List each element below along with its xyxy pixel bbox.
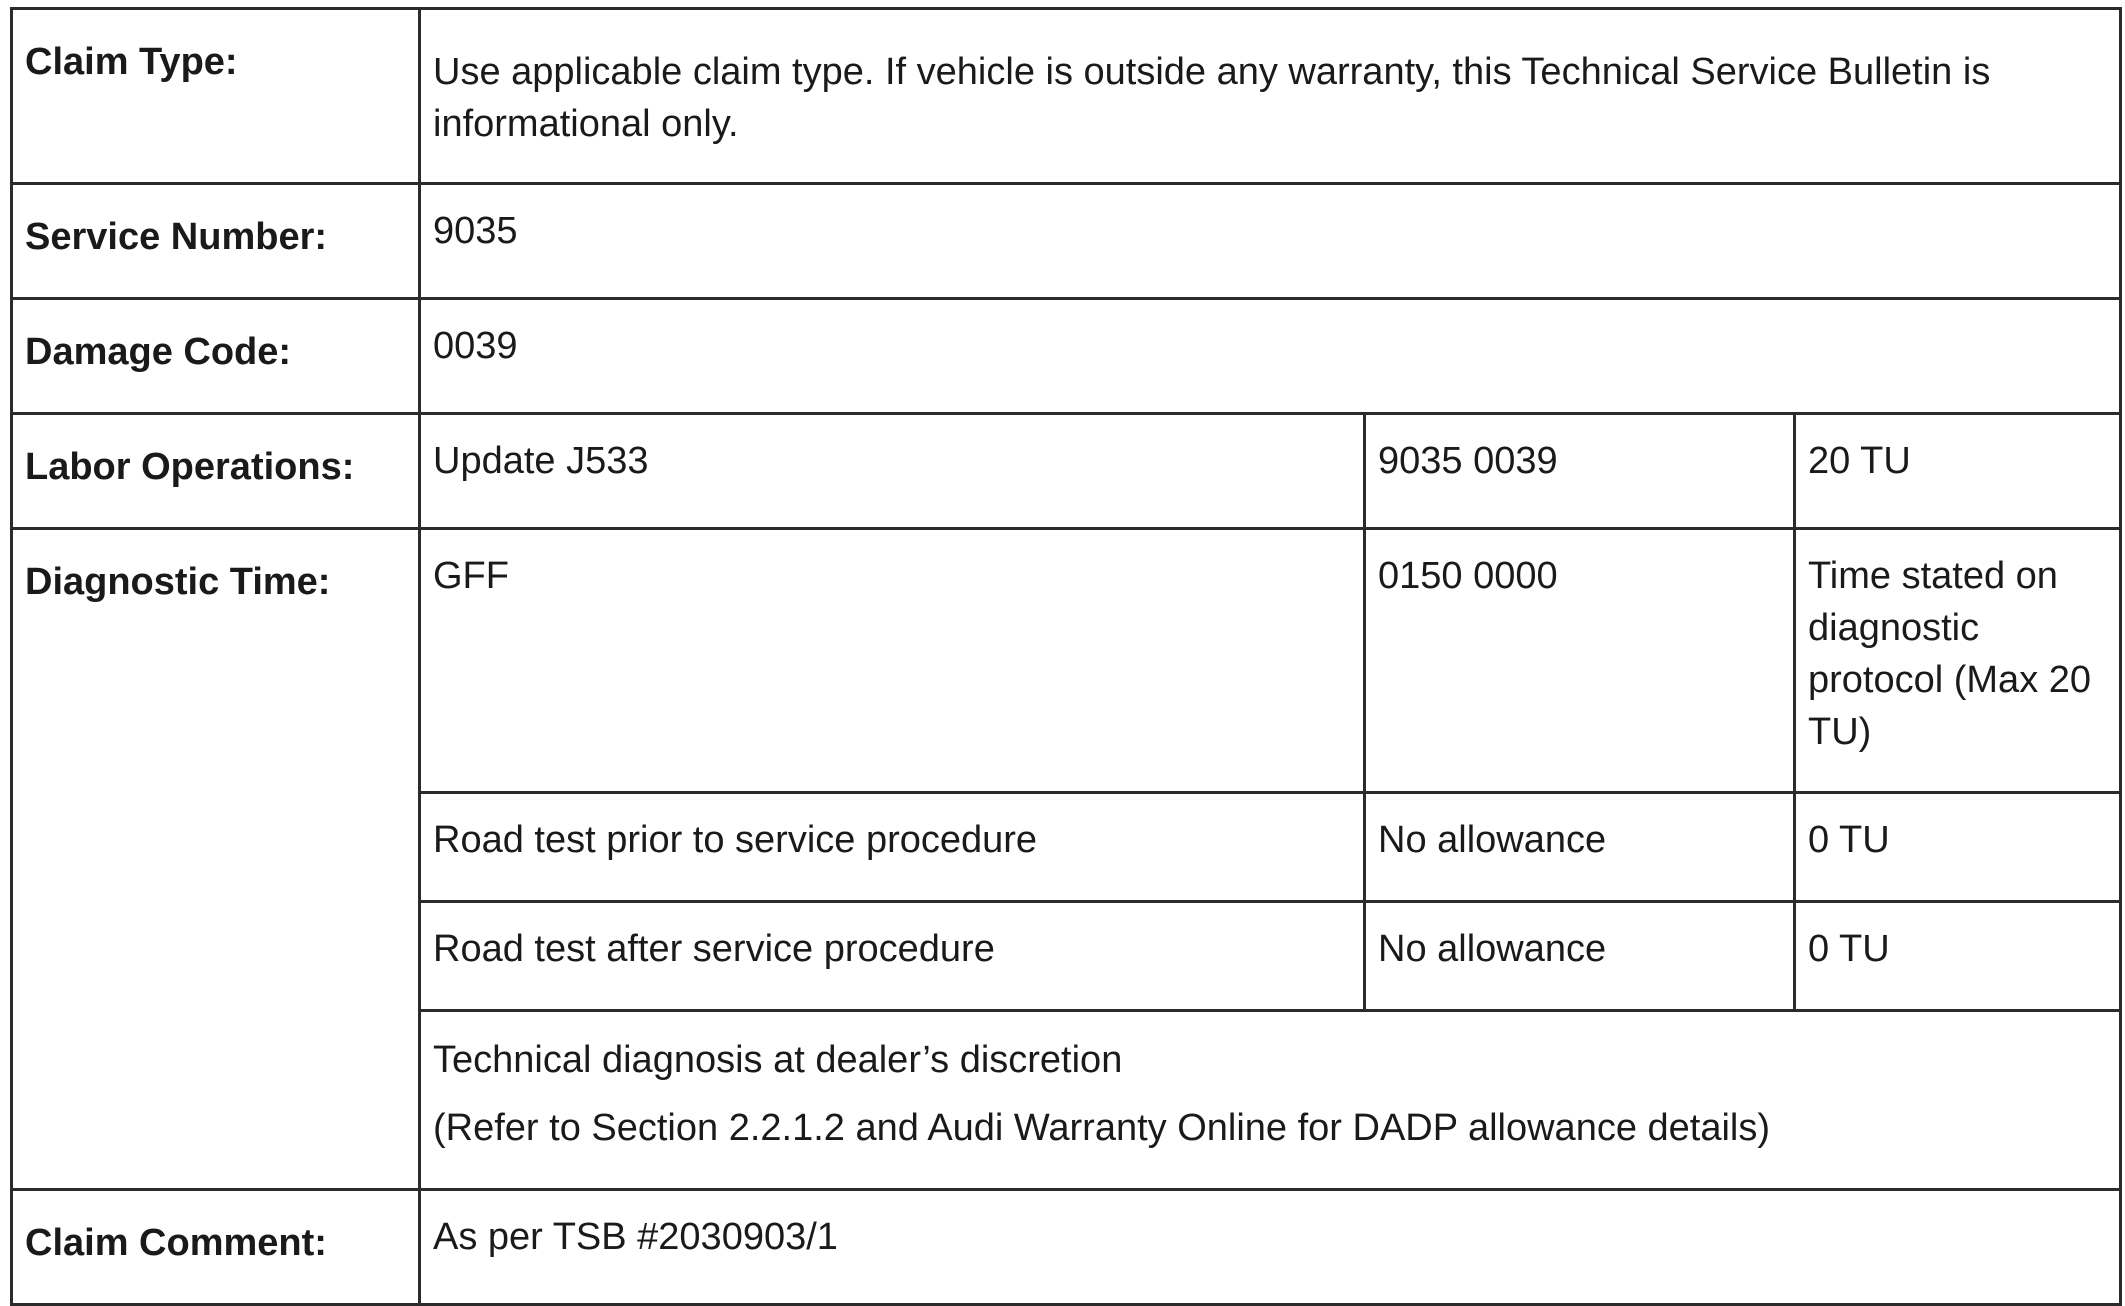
diagnostic-time-row (12, 529, 2121, 793)
warranty-claim-table (10, 7, 2122, 1306)
claim-comment-label: Claim Comment: (12, 1190, 420, 1305)
diagnostic-item-time: 0 TU (1795, 902, 2121, 1011)
labor-operation-description: Update J533 (420, 414, 1365, 529)
diagnostic-item-code: 0150 0000 (1365, 529, 1795, 793)
diagnostic-item-description: Road test prior to service procedure (420, 793, 1365, 902)
claim-type-value: Use applicable claim type. If vehicle is outside any warranty, this Technical Service Bulletin is informational only. (420, 9, 2121, 184)
diagnostic-time-label: Diagnostic Time: (12, 529, 420, 1190)
service-number-value: 9035 (420, 184, 2121, 299)
labor-operation-time: 20 TU (1795, 414, 2121, 529)
damage-code-label: Damage Code: (12, 299, 420, 414)
labor-operations-label: Labor Operations: (12, 414, 420, 529)
labor-operation-code: 9035 0039 (1365, 414, 1795, 529)
claim-comment-value: As per TSB #2030903/1 (420, 1190, 2121, 1305)
diagnostic-item-code: No allowance (1365, 902, 1795, 1011)
claim-comment-row (12, 1190, 2121, 1305)
diagnostic-item-code: No allowance (1365, 793, 1795, 902)
service-number-label: Service Number: (12, 184, 420, 299)
diagnostic-note-line2: (Refer to Section 2.2.1.2 and Audi Warranty Online for DADP allowance details) (433, 1107, 1771, 1149)
claim-type-row (12, 9, 2121, 184)
claim-type-label: Claim Type: (12, 9, 420, 184)
service-number-row (12, 184, 2121, 299)
damage-code-row (12, 299, 2121, 414)
diagnostic-item-description: Road test after service procedure (420, 902, 1365, 1011)
diagnostic-note (420, 1011, 2121, 1190)
damage-code-value: 0039 (420, 299, 2121, 414)
diagnostic-item-time: Time stated on diagnostic protocol (Max 20 TU) (1795, 529, 2121, 793)
diagnostic-note-line1: Technical diagnosis at dealer’s discretion (433, 1039, 1123, 1081)
labor-operations-row (12, 414, 2121, 529)
diagnostic-item-time: 0 TU (1795, 793, 2121, 902)
diagnostic-item-description: GFF (420, 529, 1365, 793)
